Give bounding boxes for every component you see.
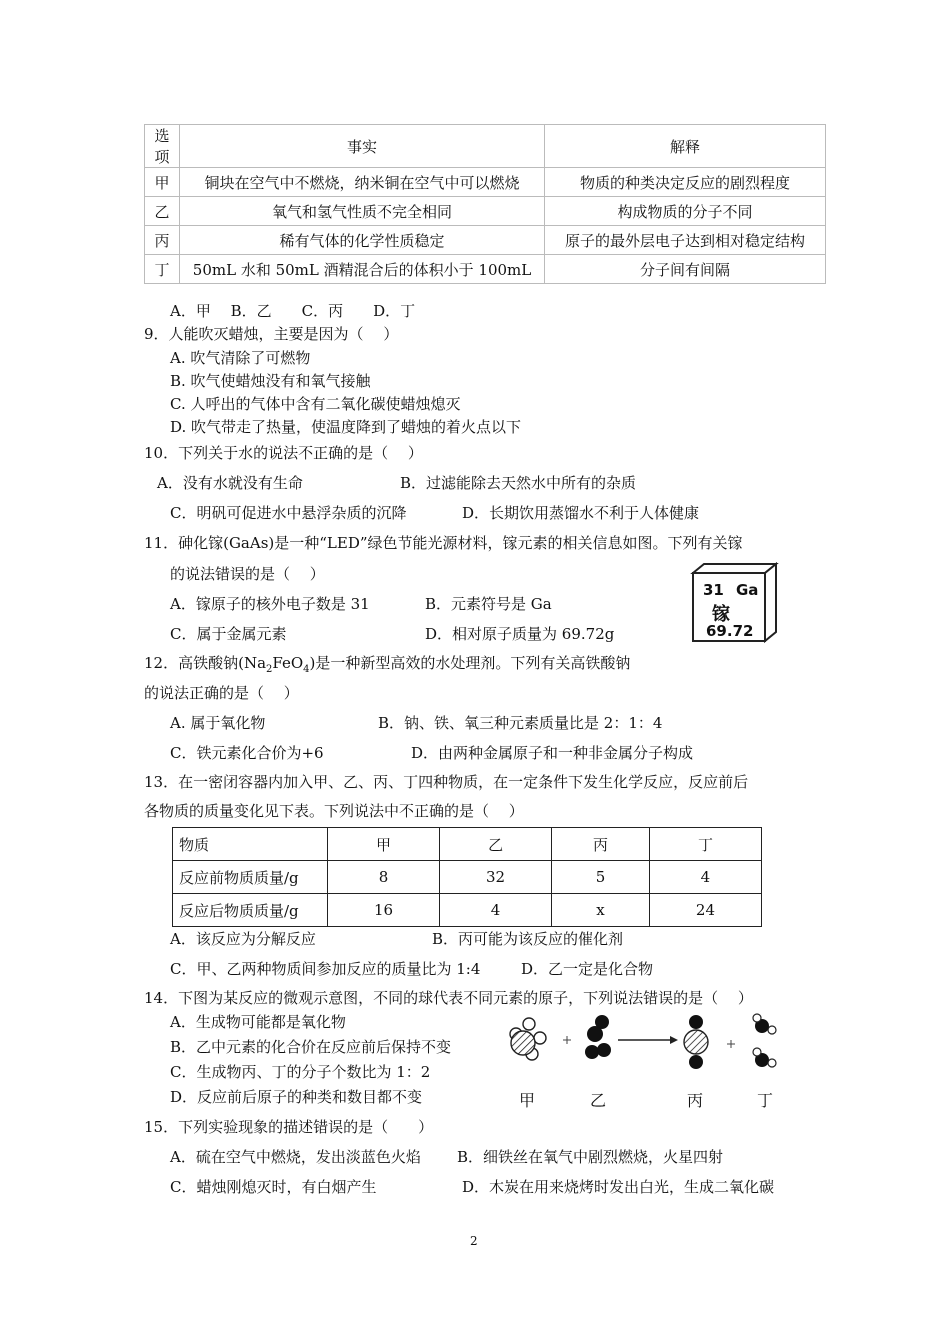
q13-option-d: D．乙一定是化合物 bbox=[521, 960, 654, 978]
q15-option-a: A．硫在空气中燃烧，发出淡蓝色火焰 bbox=[170, 1148, 421, 1166]
q14-option-c: C．生成物丙、丁的分子个数比为 1：2 bbox=[170, 1063, 431, 1081]
table-cell: 甲 bbox=[145, 168, 180, 197]
q13-option-a: A．该反应为分解反应 bbox=[170, 930, 316, 948]
q9-stem: 9．人能吹灭蜡烛，主要是因为（ ） bbox=[144, 325, 399, 343]
q15-option-b: B．细铁丝在氧气中剧烈燃烧，火星四射 bbox=[457, 1148, 724, 1166]
q13-option-c: C．甲、乙两种物质间参加反应的质量比为 1:4 bbox=[170, 960, 481, 978]
q12-option-c: C．铁元素化合价为+6 bbox=[170, 744, 324, 762]
q15-option-d: D．木炭在用来烧烤时发出白光，生成二氧化碳 bbox=[462, 1178, 775, 1196]
table-cell: 分子间有间隔 bbox=[545, 255, 826, 284]
table-cell: 24 bbox=[649, 894, 761, 927]
q15-option-c: C．蜡烛刚熄灭时，有白烟产生 bbox=[170, 1178, 377, 1196]
table-row bbox=[173, 894, 762, 927]
q11-option-b: B．元素符号是 Ga bbox=[425, 595, 552, 613]
q14-stem: 14．下图为某反应的微观示意图，不同的球代表不同元素的原子，下列说法错误的是（ ） bbox=[144, 989, 753, 1007]
table-header-row bbox=[145, 125, 826, 168]
table-cell: 50mL 水和 50mL 酒精混合后的体积小于 100mL bbox=[180, 255, 545, 284]
q11-option-a: A．镓原子的核外电子数是 31 bbox=[170, 595, 370, 613]
table-row bbox=[145, 197, 826, 226]
table-cell: 5 bbox=[552, 861, 650, 894]
q12-stem-part: 12．高铁酸钠(Na bbox=[144, 654, 267, 672]
q12-stem-part: )是一种新型高效的水处理剂。下列有关高铁酸钠 bbox=[309, 654, 631, 672]
table-header-cell: 事实 bbox=[180, 125, 545, 168]
table-cell: x bbox=[552, 894, 650, 927]
table-cell: 丁 bbox=[145, 255, 180, 284]
table-cell: 8 bbox=[328, 861, 440, 894]
explanation-table bbox=[144, 124, 826, 284]
reaction-diagram bbox=[500, 1008, 800, 1088]
page-number: 2 bbox=[470, 1234, 478, 1248]
table-header-cell: 选项 bbox=[145, 125, 180, 168]
table-cell: 丙 bbox=[145, 226, 180, 255]
table-cell: 乙 bbox=[145, 197, 180, 226]
molecule-bing bbox=[684, 1015, 708, 1069]
q12-option-a: A. 属于氧化物 bbox=[170, 714, 266, 732]
element-name: 镓 bbox=[712, 604, 730, 625]
molecule-yi bbox=[585, 1015, 611, 1059]
q10-option-c: C．明矾可促进水中悬浮杂质的沉降 bbox=[170, 504, 407, 522]
q14-option-d: D．反应前后原子的种类和数目都不变 bbox=[170, 1088, 423, 1106]
table-row bbox=[145, 226, 826, 255]
q9-option-d: D. 吹气带走了热量，使温度降到了蜡烛的着火点以下 bbox=[170, 418, 522, 436]
table-header-cell: 解释 bbox=[545, 125, 826, 168]
mass-change-table bbox=[172, 827, 762, 927]
reaction-arrow bbox=[618, 1036, 678, 1044]
q13-stem-line1: 13．在一密闭容器内加入甲、乙、丙、丁四种物质，在一定条件下发生化学反应，反应前后 bbox=[144, 773, 749, 791]
q14-option-a: A．生成物可能都是氧化物 bbox=[170, 1013, 346, 1031]
label-ding: 丁 bbox=[757, 1091, 774, 1110]
q14-option-b: B．乙中元素的化合价在反应前后保持不变 bbox=[170, 1038, 452, 1056]
table-cell: 物质的种类决定反应的剧烈程度 bbox=[545, 168, 826, 197]
table-row bbox=[145, 255, 826, 284]
label-yi: 乙 bbox=[590, 1091, 607, 1110]
table-cell: 氧气和氢气性质不完全相同 bbox=[180, 197, 545, 226]
q13-stem-line2: 各物质的质量变化见下表。下列说法中不正确的是（ ） bbox=[144, 802, 524, 820]
table-header-cell: 甲 bbox=[328, 828, 440, 861]
table-row bbox=[173, 861, 762, 894]
q8-options: A．甲 B．乙 C．丙 D．丁 bbox=[170, 302, 416, 320]
q11-option-d: D．相对原子质量为 69.72g bbox=[425, 625, 615, 643]
subscript: 4 bbox=[303, 664, 310, 675]
table-cell: 反应后物质质量/g bbox=[173, 894, 328, 927]
q11-stem-line2: 的说法错误的是（ ） bbox=[170, 565, 325, 583]
table-cell: 构成物质的分子不同 bbox=[545, 197, 826, 226]
table-header-cell: 物质 bbox=[173, 828, 328, 861]
q11-stem-line1: 11．砷化镓(GaAs)是一种“LED”绿色节能光源材料，镓元素的相关信息如图。下列有关镓 bbox=[144, 534, 743, 552]
subscript: 2 bbox=[266, 664, 273, 675]
q10-stem: 10．下列关于水的说法不正确的是（ ） bbox=[144, 444, 423, 462]
table-header-row bbox=[173, 828, 762, 861]
element-symbol: Ga bbox=[736, 581, 759, 599]
molecule-ding bbox=[753, 1014, 776, 1067]
label-jia: 甲 bbox=[519, 1091, 536, 1110]
element-number: 31 bbox=[703, 581, 724, 599]
table-header-cell: 丙 bbox=[552, 828, 650, 861]
plus-sign bbox=[563, 1036, 571, 1044]
plus-sign bbox=[727, 1040, 735, 1048]
q10-option-b: B．过滤能除去天然水中所有的杂质 bbox=[400, 474, 637, 492]
table-header-cell: 乙 bbox=[440, 828, 552, 861]
table-cell: 4 bbox=[440, 894, 552, 927]
q12-option-b: B．钠、铁、氧三种元素质量比是 2：1：4 bbox=[378, 714, 663, 732]
q12-option-d: D．由两种金属原子和一种非金属分子构成 bbox=[411, 744, 694, 762]
q10-option-a: A．没有水就没有生命 bbox=[157, 474, 303, 492]
table-cell: 32 bbox=[440, 861, 552, 894]
table-cell: 稀有气体的化学性质稳定 bbox=[180, 226, 545, 255]
table-cell: 原子的最外层电子达到相对稳定结构 bbox=[545, 226, 826, 255]
q15-stem: 15．下列实验现象的描述错误的是（ ） bbox=[144, 1118, 434, 1136]
table-cell: 铜块在空气中不燃烧，纳米铜在空气中可以燃烧 bbox=[180, 168, 545, 197]
q9-option-a: A. 吹气清除了可燃物 bbox=[170, 349, 311, 367]
q11-option-c: C．属于金属元素 bbox=[170, 625, 287, 643]
q9-option-b: B. 吹气使蜡烛没有和氧气接触 bbox=[170, 372, 371, 390]
table-cell: 反应前物质质量/g bbox=[173, 861, 328, 894]
table-cell: 16 bbox=[328, 894, 440, 927]
q12-stem-line2: 的说法正确的是（ ） bbox=[144, 684, 299, 702]
element-mass: 69.72 bbox=[706, 622, 754, 640]
q9-option-c: C. 人呼出的气体中含有二氧化碳使蜡烛熄灭 bbox=[170, 395, 461, 413]
table-row bbox=[145, 168, 826, 197]
table-header-cell: 丁 bbox=[649, 828, 761, 861]
q10-option-d: D．长期饮用蒸馏水不利于人体健康 bbox=[462, 504, 700, 522]
label-bing: 丙 bbox=[687, 1091, 704, 1110]
q13-option-b: B．丙可能为该反应的催化剂 bbox=[432, 930, 624, 948]
table-cell: 4 bbox=[649, 861, 761, 894]
q12-stem-line1 bbox=[144, 652, 630, 675]
molecule-jia bbox=[510, 1018, 546, 1060]
q12-stem-part: FeO bbox=[272, 654, 304, 672]
